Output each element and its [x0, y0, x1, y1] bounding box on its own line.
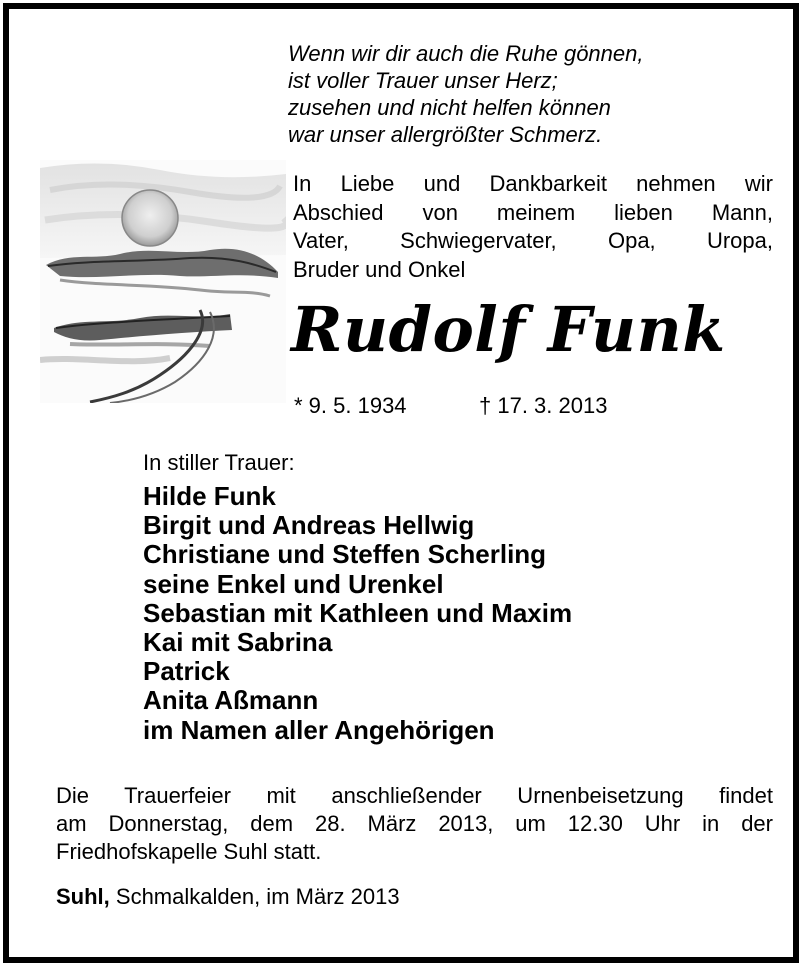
intro-line: Abschied von meinem lieben Mann,	[293, 199, 773, 225]
intro-line: In Liebe und Dankbarkeit nehmen wir	[293, 171, 773, 196]
mourner-name: im Namen aller Angehörigen	[143, 714, 495, 745]
mourner-name: seine Enkel und Urenkel	[143, 568, 444, 599]
place-date-line	[56, 883, 400, 911]
mourner-name: Christiane und Steffen Scherling	[143, 539, 547, 570]
mourner-name: Anita Aßmann	[143, 685, 319, 716]
birth-date: * 9. 5. 1934	[294, 393, 407, 418]
mourner-name: Hilde Funk	[143, 481, 276, 511]
service-info	[56, 782, 773, 866]
mourners-list	[143, 482, 572, 745]
service-line: Friedhofskapelle Suhl statt.	[56, 839, 322, 864]
poem	[288, 40, 643, 148]
mourner-name: Kai mit Sabrina	[143, 627, 333, 658]
service-line: am Donnerstag, dem 28. März 2013, um 12.30 Uhr in der	[56, 811, 773, 836]
poem-line: ist voller Trauer unser Herz;	[288, 68, 558, 93]
mourner-name: Birgit und Andreas Hellwig	[143, 510, 475, 541]
poem-line: zusehen und nicht helfen können	[288, 95, 611, 120]
landscape-sketch-image	[40, 160, 286, 403]
poem-line: war unser allergrößter Schmerz.	[288, 122, 603, 147]
poem-line: Wenn wir dir auch die Ruhe gönnen,	[288, 41, 644, 66]
mourners-heading: In stiller Trauer:	[143, 450, 295, 475]
mourner-name: Sebastian mit Kathleen und Maxim	[143, 597, 573, 628]
intro-line: Bruder und Onkel	[293, 256, 466, 282]
place-city: Suhl,	[56, 884, 110, 909]
death-date: † 17. 3. 2013	[479, 393, 608, 418]
place-rest: Schmalkalden, im März 2013	[109, 884, 400, 909]
service-line: Die Trauerfeier mit anschließender Urnenbeisetzung findet	[56, 783, 773, 808]
deceased-name: Rudolf Funk	[291, 293, 726, 366]
intro-text	[293, 170, 773, 284]
intro-line: Vater, Schwiegervater, Opa, Uropa,	[293, 228, 773, 253]
mourner-name: Patrick	[143, 656, 230, 687]
